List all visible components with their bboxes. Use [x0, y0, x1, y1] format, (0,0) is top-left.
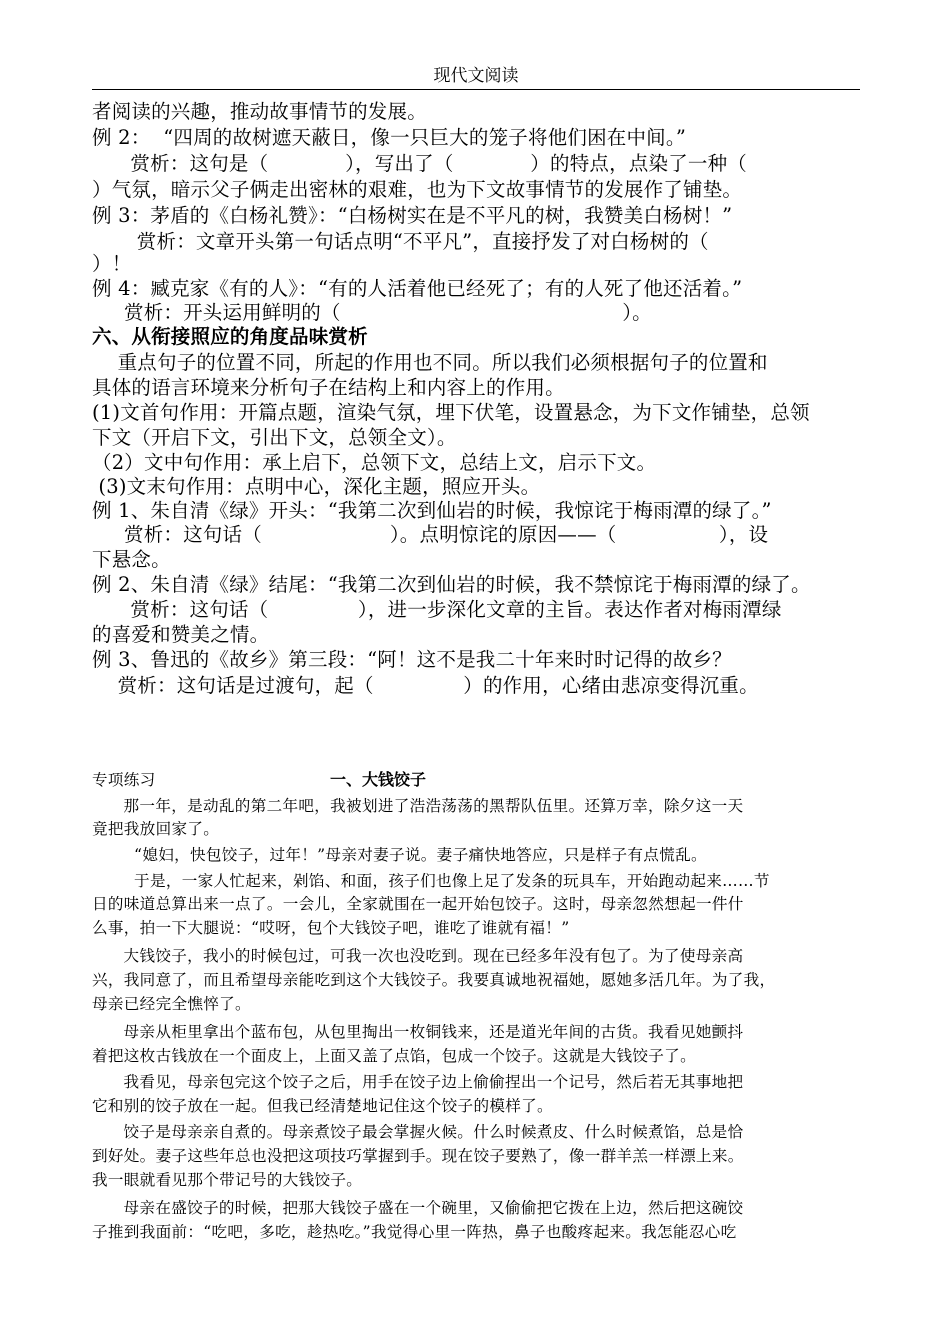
practice-label: 专项练习 [92, 771, 156, 789]
paragraph-line: “媳妇，快包饺子，过年！”母亲对妻子说。妻子痛快地答应，只是样子有点慌乱。 [92, 846, 707, 864]
paragraph-line: 它和别的饺子放在一起。但我已经清楚地记住这个饺子的模样了。 [92, 1097, 553, 1115]
paragraph-line: 着把这枚古钱放在一个面皮上，上面又盖了点馅，包成一个饺子。这就是大钱饺子了。 [92, 1047, 696, 1065]
text-line: (3)文末句作用：点明中心，深化主题，照应开头。 [92, 475, 541, 498]
practice-title: 一、大钱饺子 [330, 770, 427, 789]
paragraph-line: 于是，一家人忙起来，剁馅、和面，孩子们也像上足了发条的玩具车，开始跑动起来……节 [92, 872, 770, 890]
section-heading: 六、从衔接照应的角度品味赏析 [92, 325, 368, 348]
text-line: (1)文首句作用：开篇点题，渲染气氛，埋下伏笔，设置悬念，为下文作铺垫，总领 [92, 401, 810, 424]
text-line: ）气氛，暗示父子俩走出密林的艰难，也为下文故事情节的发展作了铺垫。 [92, 178, 743, 201]
paragraph-line: 母亲从柜里拿出个蓝布包，从包里掏出一枚铜钱来，还是道光年间的古货。我看见她颤抖 [92, 1023, 744, 1041]
paragraph-line: 大钱饺子，我小的时候包过，可我一次也没吃到。现在已经多年没有包了。为了使母亲高 [92, 947, 744, 965]
text-line: 具体的语言环境来分析句子在结构上和内容上的作用。 [92, 376, 565, 399]
text-line: 例 3：茅盾的《白杨礼赞》：“白杨树实在是不平凡的树，我赞美白杨树！” [92, 204, 733, 227]
paragraph-line: 我看见，母亲包完这个饺子之后，用手在饺子边上偷偷捏出一个记号，然后若无其事地把 [92, 1073, 744, 1091]
text-line: ）！ [92, 252, 132, 275]
text-line: 赏析：开头运用鲜明的（ ）。 [92, 301, 652, 324]
text-line: 例 4：臧克家《有的人》：“有的人活着他已经死了；有的人死了他还活着。” [92, 277, 743, 300]
text-line: 赏析：文章开头第一句话点明“不平凡”，直接抒发了对白杨树的（ [92, 230, 709, 253]
paragraph-line: 饺子是母亲亲自煮的。母亲煮饺子最会掌握火候。什么时候煮皮、什么时候煮馅，总是恰 [92, 1123, 744, 1141]
text-line: 赏析：这句是（ ），写出了（ ）的特点，点染了一种（ [92, 152, 748, 175]
paragraph-line: 母亲已经完全憔悴了。 [92, 995, 251, 1013]
paragraph-line: 那一年，是动乱的第二年吧，我被划进了浩浩荡荡的黑帮队伍里。还算万幸，除夕这一天 [92, 797, 744, 815]
header-divider [92, 89, 860, 90]
paragraph-line: 子推到我面前：“吃吧，多吃，趁热吃。”我觉得心里一阵热，鼻子也酸疼起来。我怎能忍心吃 [92, 1223, 737, 1241]
text-line: 下悬念。 [92, 548, 171, 571]
text-line: 重点句子的位置不同，所起的作用也不同。所以我们必须根据句子的位置和 [92, 351, 768, 374]
text-line: 者阅读的兴趣，推动故事情节的发展。 [92, 100, 427, 123]
text-line: （2）文中句作用：承上启下，总领下文，总结上文，启示下文。 [92, 451, 657, 474]
text-line: 例 1、朱自清《绿》开头：“我第二次到仙岩的时候，我惊诧于梅雨潭的绿了。” [92, 499, 772, 522]
paragraph-line: 兴，我同意了，而且希望母亲能吃到这个大钱饺子。我要真诚地祝福她，愿她多活几年。为了我， [92, 971, 776, 989]
text-line: 例 2： “四周的故树遮天蔽日，像一只巨大的笼子将他们困在中间。” [92, 126, 686, 149]
paragraph-line: 我一眼就看见那个带记号的大钱饺子。 [92, 1171, 363, 1189]
text-line: 例 3、鲁迅的《故乡》第三段：“阿！这不是我二十年来时时记得的故乡？ [92, 648, 732, 671]
paragraph-line: 么事，拍一下大腿说：“哎呀，包个大钱饺子吧，谁吃了谁就有福！” [92, 919, 570, 937]
text-line: 的喜爱和赞美之情。 [92, 623, 270, 646]
text-line: 下文（开启下文，引出下文，总领全文）。 [92, 426, 457, 449]
text-line: 赏析：这句话是过渡句，起（ ）的作用，心绪由悲凉变得沉重。 [92, 674, 759, 697]
page-header-title: 现代文阅读 [433, 66, 519, 86]
paragraph-line: 竟把我放回家了。 [92, 820, 220, 838]
paragraph-line: 日的味道总算出来一点了。一会儿，全家就围在一起开始包饺子。这时，母亲忽然想起一件什 [92, 895, 744, 913]
text-line: 赏析：这句话（ ）。点明惊诧的原因——（ ），设 [92, 523, 769, 546]
paragraph-line: 母亲在盛饺子的时候，把那大钱饺子盛在一个碗里，又偷偷把它拨在上边，然后把这碗饺 [92, 1199, 744, 1217]
text-line: 赏析：这句话（ ），进一步深化文章的主旨。表达作者对梅雨潭绿 [92, 598, 782, 621]
text-line: 例 2、朱自清《绿》结尾：“我第二次到仙岩的时候，我不禁惊诧于梅雨潭的绿了。 [92, 573, 811, 596]
paragraph-line: 到好处。妻子这些年总也没把这项技巧掌握到手。现在饺子要熟了，像一群羊羔一样漂上来。 [92, 1147, 744, 1165]
